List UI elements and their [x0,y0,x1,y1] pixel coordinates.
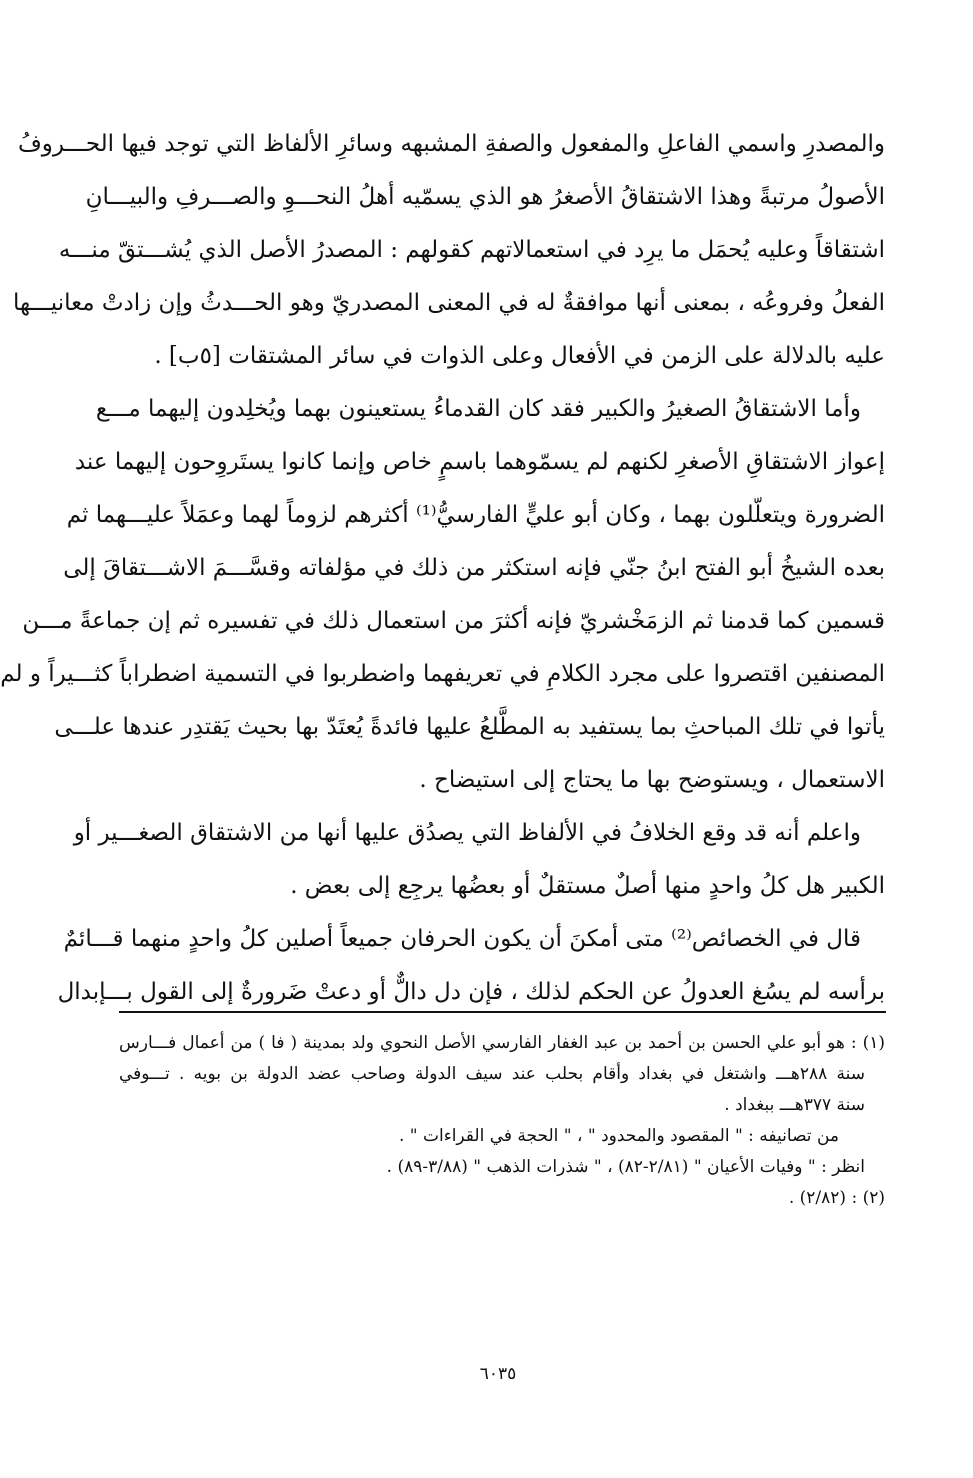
text-line: عليه بالدلالة على الزمن في الأفعال وعلى الذوات في سائر المشتقات [٥ب] . [154,343,885,369]
footnote-line: انظر : " وفيات الأعيان " (٢/٨١-٨٢) ، " شذرات الذهب " (٣/٨٨-٨٩) . [386,1157,865,1177]
footnote-line: سنة ٣٧٧هـــ ببغداد . [724,1095,865,1115]
text-line: المصنفين اقتصروا على مجرد الكلامِ في تعريفهما واضطربوا في التسمية اضطراباً كثـــيراً و لم [0,661,885,687]
text-line: وأما الاشتقاقُ الصغيرُ والكبير فقد كان القدماءُ يستعينون بهما ويُخلِدون إليهما مـــع [95,396,861,422]
footnote-line: (٢) : (٢/٨٢) . [788,1188,885,1208]
text-line: الفعلُ وفروعُه ، بمعنى أنها موافقةٌ له في المعنى المصدريّ وهو الحـــدثُ وإن زادتْ معانيـــها [12,290,885,316]
text-line: الضرورة ويتعلّلون بهما ، وكان أبو عليٍّ الفارسيُّ⁽¹⁾ أكثرهم لزوماً لهما وعمَلاً عليـــهما ثم [66,502,885,528]
text-line: الكبير هل كلُ واحدٍ منها أصلٌ مستقلٌ أو بعضُها يرجِع إلى بعض . [290,873,885,899]
footnote-line: سنة ٢٨٨هـــ واشتغل في بغداد وأقام بحلب عند سيف الدولة وصاحب عضد الدولة بن بويه . تـــوفي [119,1064,865,1084]
main-text [0,118,885,1019]
text-line: واعلم أنه قد وقع الخلافُ في الألفاظ التي يصدُق عليها أنها من الاشتقاق الصغـــير أو [73,820,861,846]
footnote-separator [119,1011,886,1013]
text-line: قال في الخصائص⁽²⁾ متى أمكنَ أن يكون الحرفان جميعاً أصلين كلُ واحدٍ منهما قـــائمٌ [63,926,861,952]
text-line: برأسه لم يسُغ العدولُ عن الحكم لذلك ، فإن دل دالٌّ أو دعتْ ضَرورةٌ إلى القول بـــإبدال [57,979,885,1005]
footnote-line: (١) : هو أبو علي الحسن بن أحمد بن عبد الغفار الفارسي الأصل النحوي ولد بمدينة ( فا ) من أعمال فـــارس [119,1033,885,1053]
text-line: اشتقاقاً وعليه يُحمَل ما يرِد في استعمالاتهم كقولهم : المصدرُ الأصل الذي يُشـــتقّ منـــه [58,237,885,263]
text-line: إعواز الاشتقاقِ الأصغرِ لكنهم لم يسمّوهما باسمٍ خاص وإنما كانوا يستَروِحون إليهما عند [74,449,885,475]
text-line: يأتوا في تلك المباحثِ بما يستفيد به المطَّلعُ عليها فائدةً يُعتَدّ بها بحيث يَقتدِر عندها علـــى [54,714,885,740]
text-line: الاستعمال ، ويستوضح بها ما يحتاج إلى استيضاح . [419,767,885,793]
text-line: بعده الشيخُ أبو الفتح ابنُ جنّي فإنه استكثر من ذلك في مؤلفاته وقسَّـــمَ الاشـــتقاقَ إلى [63,555,885,581]
page-number: ٦٠٣٥ [479,1364,517,1384]
text-line: الأصولُ مرتبةً وهذا الاشتقاقُ الأصغرُ هو الذي يسمّيه أهلُ النحـــوِ والصـــرفِ والبيـــانِ [85,184,885,210]
footnote-line: من تصانيفه : " المقصود والمحدود " ، " الحجة في القراءات " . [398,1126,839,1146]
text-line: قسمين كما قدمنا ثم الزمَخْشريّ فإنه أكثرَ من استعمال ذلك في تفسيره ثم إن جماعةً مـــن [22,608,885,634]
text-line: والمصدرِ واسمي الفاعلِ والمفعول والصفةِ المشبهه وسائرِ الألفاظ التي توجد فيها الحـــروفُ [17,131,885,157]
footnotes [119,1028,885,1214]
